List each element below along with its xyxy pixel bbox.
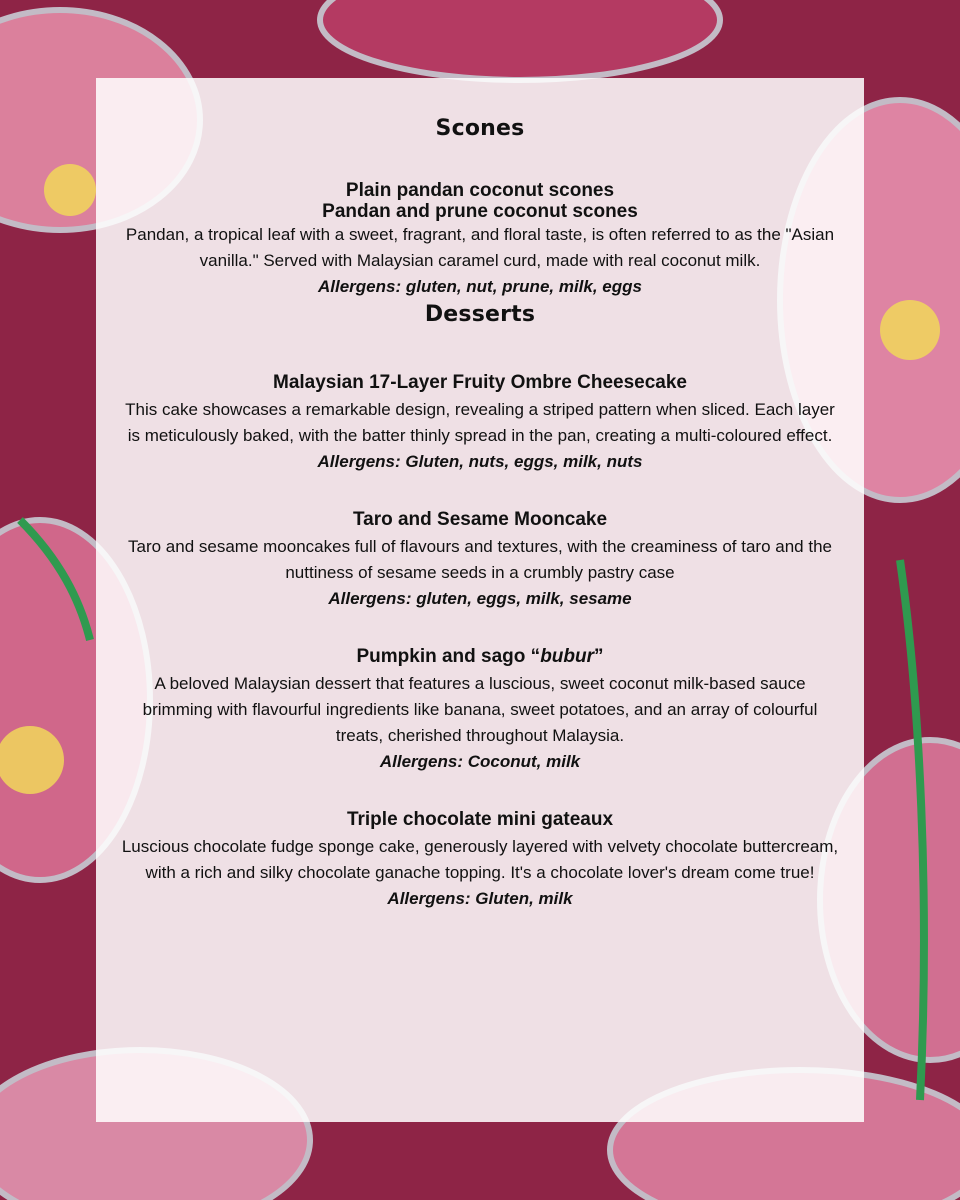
item-description: Luscious chocolate fudge sponge cake, generously layered with velvety chocolate buttercream, with a rich and silky chocolate ganache topping. It's a chocolate lover's dream come true! — [121, 837, 839, 882]
item-title: Malaysian 17-Layer Fruity Ombre Cheesecake — [273, 372, 687, 393]
item-allergens: Allergens: Coconut, milk — [379, 752, 581, 771]
item-allergens: Allergens: gluten, eggs, milk, sesame — [328, 589, 632, 608]
item-allergens: Allergens: Gluten, milk — [387, 889, 573, 908]
item-title — [120, 644, 840, 670]
item-description: This cake showcases a remarkable design, revealing a striped pattern when sliced. Each layer is meticulously baked, with the batter thinly spread in the pan, creating a multi-coloured effect. — [125, 400, 835, 445]
item-description: Pandan, a tropical leaf with a sweet, fragrant, and floral taste, is often referred to as the "Asian vanilla." Served with Malaysian caramel curd, made with real coconut milk. — [125, 225, 835, 270]
item-description: Taro and sesame mooncakes full of flavours and textures, with the creaminess of taro and the nuttiness of sesame seeds in a crumbly pastry case — [128, 537, 832, 582]
section-heading-scones: Scones — [435, 116, 525, 141]
item-title-emphasis: bubur — [540, 646, 595, 667]
item-allergens: Allergens: gluten, nut, prune, milk, eggs — [318, 277, 642, 296]
item-title-prefix: Pumpkin and sago “ — [356, 646, 541, 667]
item-allergens: Allergens: Gluten, nuts, eggs, milk, nuts — [317, 452, 643, 471]
section-heading-desserts: Desserts — [424, 302, 536, 327]
item-title: Triple chocolate mini gateaux — [346, 809, 614, 830]
item-title: Plain pandan coconut scones — [345, 180, 615, 201]
item-title: Taro and Sesame Mooncake — [352, 509, 608, 530]
menu-item-gateaux — [120, 807, 840, 912]
menu-item-bubur — [120, 644, 840, 775]
item-description: A beloved Malaysian dessert that features a luscious, sweet coconut milk-based sauce brimming with flavourful ingredients like banana, sweet potatoes, and an array of colourful treats, cherished throughout Malaysia. — [142, 674, 818, 745]
item-title-suffix: ” — [594, 646, 604, 667]
item-title: Pandan and prune coconut scones — [322, 201, 638, 222]
menu-item-cheesecake — [120, 370, 840, 475]
menu-item-scones — [120, 180, 840, 300]
menu-item-mooncake — [120, 507, 840, 612]
menu-card — [96, 78, 864, 1122]
